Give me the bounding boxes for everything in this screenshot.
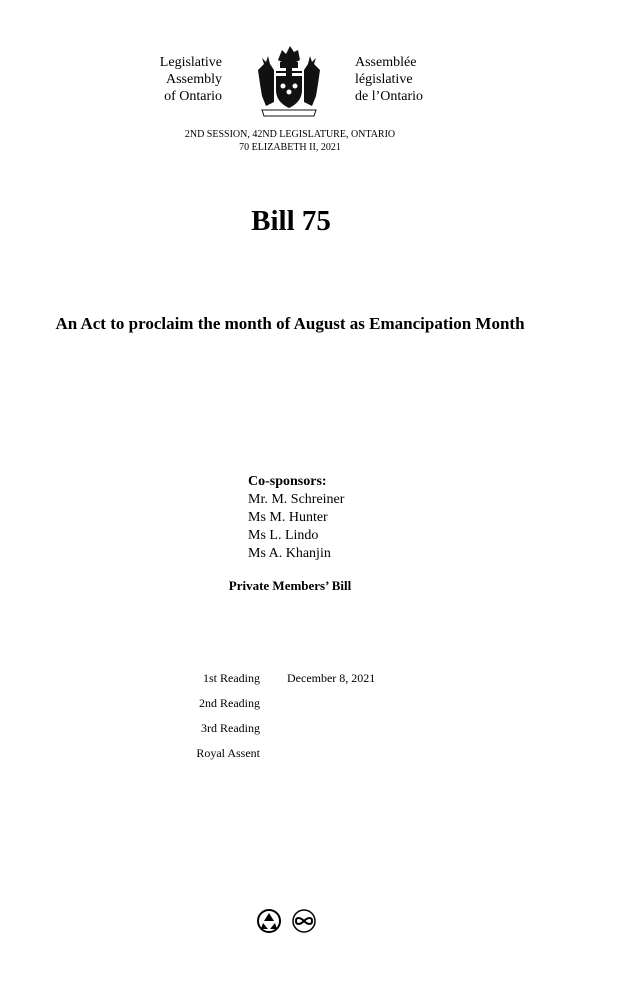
bill-type-label: Private Members’ Bill [228,578,352,593]
reading-date: December 8, 2021 [287,671,376,685]
assembly-line: Assemblée [355,55,417,70]
reading-row [150,721,450,746]
assembly-line: de l’Ontario [355,89,424,104]
cosponsor-name: Ms A. Khanjin [248,546,331,561]
reading-label: 2nd Reading [199,696,260,710]
cosponsors-label: Co-sponsors: [248,474,327,489]
assembly-line: législative [355,72,413,87]
assembly-name-english [120,54,222,105]
reading-label: 3rd Reading [201,721,260,735]
assembly-name-french [355,54,475,105]
session-line: 2ND SESSION, 42ND LEGISLATURE, ONTARIO [184,129,396,140]
readings-table [150,671,450,771]
assembly-line: of Ontario [164,89,222,104]
regnal-year-line: 70 ELIZABETH II, 2021 [239,142,341,153]
reading-label: Royal Assent [196,746,260,760]
cosponsor-name: Ms L. Lindo [248,528,319,543]
ontario-crest-icon [252,40,326,122]
reading-row [150,746,450,771]
recycle-icon [258,910,280,932]
session-info [100,128,480,154]
reading-row [150,696,450,721]
reading-label: 1st Reading [203,671,260,685]
cosponsors-block [248,473,448,563]
footer-icons [255,906,325,936]
assembly-line: Legislative [159,55,222,70]
assembly-line: Assembly [166,72,222,87]
infinity-icon [293,910,315,932]
cosponsor-name: Mr. M. Schreiner [248,492,345,507]
bill-number-title: Bill 75 [251,205,331,237]
cosponsor-name: Ms M. Hunter [248,510,328,525]
reading-row [150,671,450,696]
act-title: An Act to proclaim the month of August as Emancipation Month [55,314,525,333]
